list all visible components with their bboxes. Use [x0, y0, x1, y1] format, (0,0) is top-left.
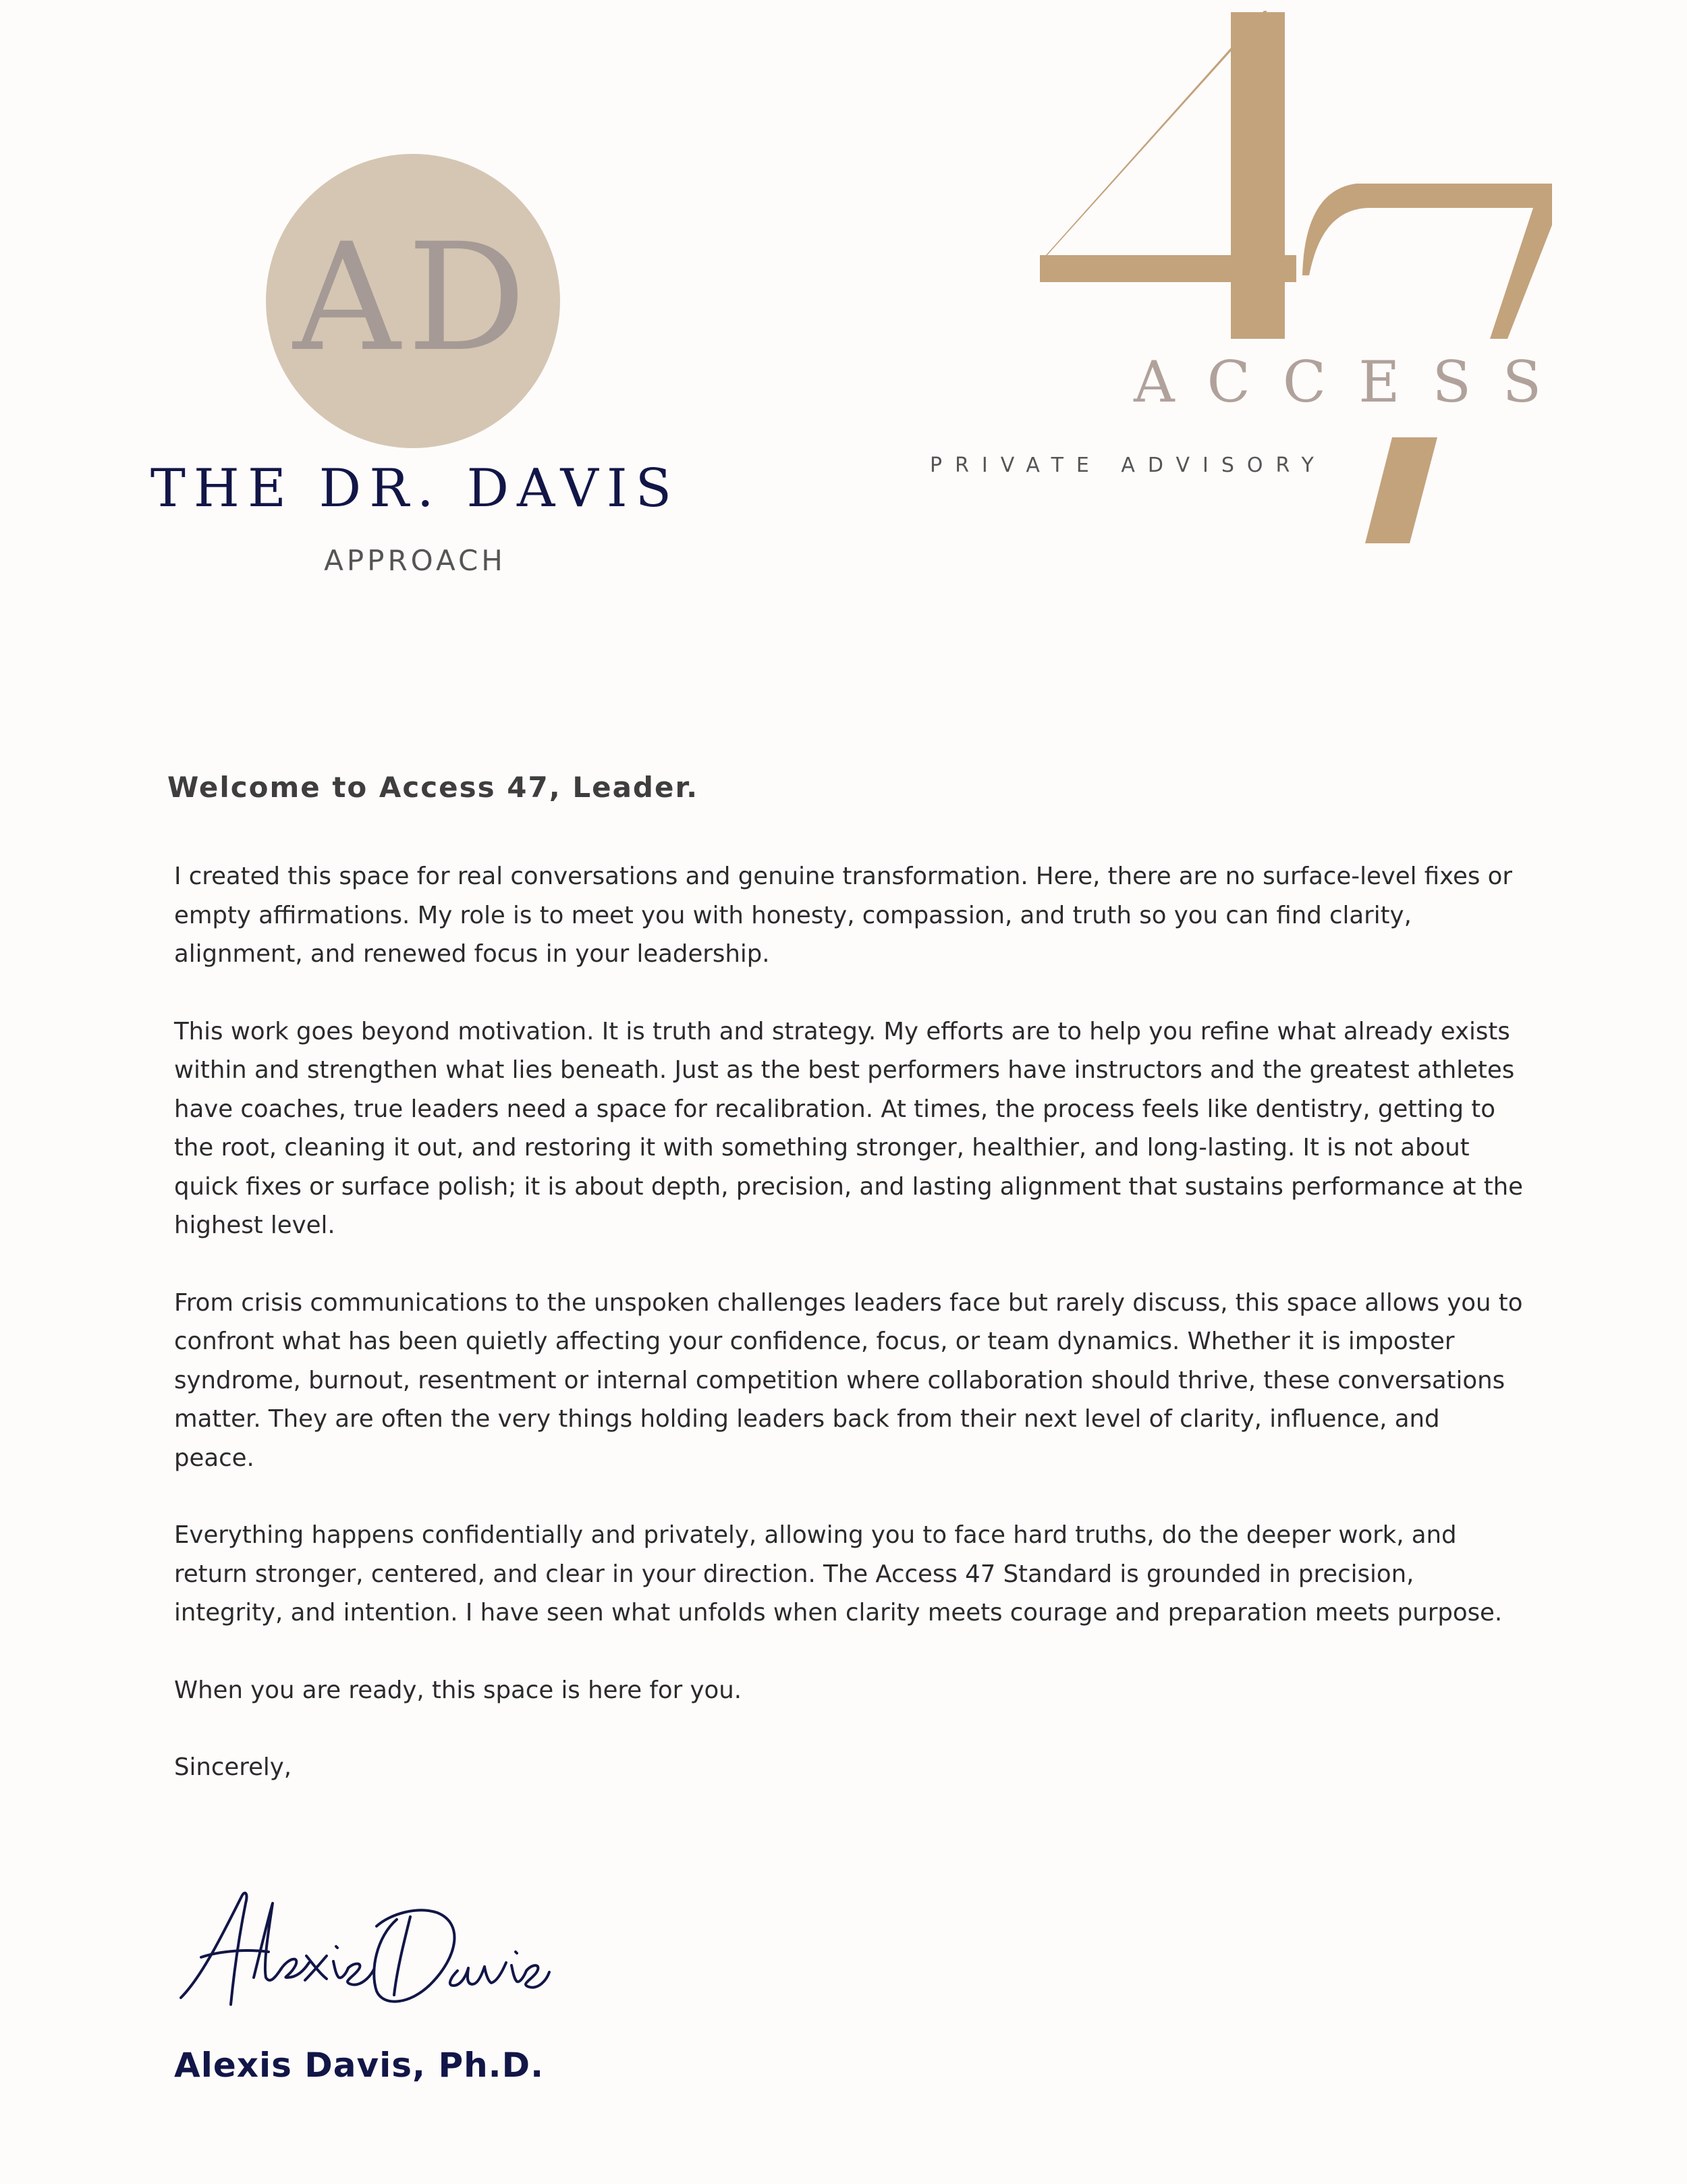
- signer-name: Alexis Davis, Ph.D.: [174, 2046, 545, 2085]
- numeral-four-stem: [1231, 12, 1285, 339]
- numeral-seven-top: [1302, 184, 1552, 275]
- access-wordmark: ACCESS: [1134, 349, 1574, 415]
- letter-closing-line: When you are ready, this space is here for you.: [174, 1676, 742, 1704]
- letter-body: [174, 857, 1524, 1787]
- brand-title: THE DR. DAVIS: [150, 458, 680, 519]
- monogram-text: AD: [293, 211, 533, 384]
- handwritten-signature: [174, 1876, 552, 2018]
- private-advisory-tagline: PRIVATE ADVISORY: [930, 454, 1327, 477]
- letter-paragraph: From crisis communications to the unspoken challenges leaders face but rarely discuss, this space allows you to confront what has been quietly affecting your confidence, focus, or team dynamics. Whether it is imposter syndrome, burnout, resentment or internal competition where collaboration should thrive, these conversations matter. They are often the very things holding leaders back from their next level of clarity, influence, and peace.: [174, 1288, 1523, 1472]
- letter-paragraph: Everything happens confidentially and privately, allowing you to face hard truths, do the deeper work, and return stronger, centered, and clear in your direction. The Access 47 Standard is grounded in precision, integrity, and intention. I have seen what unfolds when clarity meets courage and preparation meets purpose.: [174, 1521, 1503, 1627]
- brand-subtitle: APPROACH: [324, 544, 506, 577]
- numeral-four-bar: [1040, 255, 1296, 282]
- letter-signoff: Sincerely,: [174, 1753, 292, 1781]
- letter-paragraph: I created this space for real conversations and genuine transformation. Here, there are no surface-level fixes or empty affirmations. My role is to meet you with honesty, compassion, and truth so you can find clarity, alignment, and renewed focus in your leadership.: [174, 863, 1512, 968]
- ad-monogram-badge: [266, 154, 560, 448]
- letter-paragraph: This work goes beyond motivation. It is truth and strategy. My efforts are to help you refine what already exists within and strengthen what lies beneath. Just as the best performers have instructors and the greatest athletes have coaches, true leaders need a space for recalibration. At times, the process feels like dentistry, getting to the root, cleaning it out, and restoring it with something stronger, healthier, and long-lasting. It is not about quick fixes or surface polish; it is about depth, precision, and lasting alignment that sustains performance at the highest level.: [174, 1017, 1523, 1239]
- letter-greeting: Welcome to Access 47, Leader.: [167, 771, 699, 804]
- numeral-seven-upper-stroke: [1490, 208, 1552, 339]
